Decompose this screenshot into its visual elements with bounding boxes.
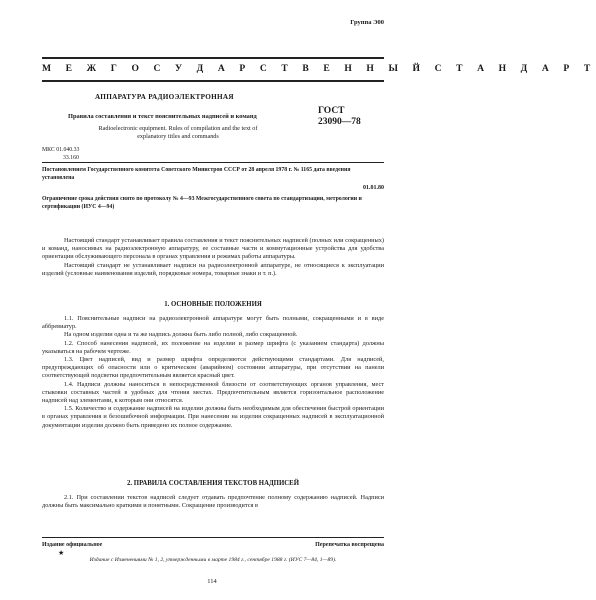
mks-code: МКС 01.040.33	[42, 147, 80, 153]
paragraph: 1.3. Цвет надписей, вид и размер шрифта определяются действующими стандартами. Для надписей, предупреждающих об опасности или о критическом (аварийном) состоянии аппаратуры, при отсутствии на панели соответствующей подсветки предпочтительным является красный цвет.	[42, 356, 384, 380]
introduction-date: 01.01.80	[363, 185, 384, 191]
star-icon: ★	[58, 549, 65, 557]
limitation-note: Ограничение срока действия снято по протоколу № 4—93 Межгосударственного совета по стандартизации, метрологии и сертификации (ИУС 4—94)	[42, 196, 362, 210]
paragraph: 1.4. Надписи должны наноситься в непосредственной близости от соответствующих органов управления, мест стыковки составных частей в удобных для чтения местах. Предпочтительным является горизонтальное расположение надписей над элементами, к которым они относятся.	[42, 380, 384, 405]
paragraph: 1.5. Количество и содержание надписей на изделии должны быть необходимым для обеспечения быстрой ориентации в органах управления и безошибочной информации. При нанесении на изделия сокращенных надписей в эксплуатационной документации изделия должно быть приведено их полное содержание.	[42, 405, 384, 429]
intro-paragraph: Настоящий стандарт не устанавливает надписи на радиоэлектронной аппаратуре, не относящиеся к эксплуатации изделий (условные наименования изделий, порядковые номера, товарные знаки и т. п.).	[42, 261, 384, 277]
section-2-title: 2. ПРАВИЛА СОСТАВЛЕНИЯ ТЕКСТОВ НАДПИСЕЙ	[127, 480, 299, 487]
document-subtitle: Правила составления и текст пояснительных надписей и команд	[68, 113, 257, 120]
standard-rule-bottom	[42, 80, 384, 82]
decree-text: Постановлением Государственного комитета Советского Министров СССР от 28 апреля 1978 г. № 1165 дата введения установлена	[42, 167, 351, 181]
page-number: 114	[207, 578, 217, 585]
paragraph: На одном изделии одна и та же надпись должна быть либо полной, либо сокращенной.	[64, 331, 298, 339]
document-title: АППАРАТУРА РАДИОЭЛЕКТРОННАЯ	[95, 93, 234, 101]
footer-rule	[42, 537, 384, 538]
intro-paragraph: Настоящий стандарт устанавливает правила составления и текст пояснительных надписей (полных или сокращенных) и команд, наносимых на радиоэлектронную аппаратуру, ее составные части и коммутационные устройства для удобства ориентации обслуживающего персонала в органах управления и режимах работы аппаратуры.	[42, 237, 384, 261]
top-rule	[42, 57, 384, 59]
mks-code-2: 33.160	[63, 155, 79, 161]
gost-number: 23090—78	[318, 117, 361, 127]
official-edition-label: Издание официальное	[42, 542, 103, 548]
gost-designation	[318, 106, 361, 128]
document-title-english: Radioelectronic equipment. Rules of compilation and the text of explanatory titles and commands	[98, 125, 258, 140]
standard-heading: М Е Ж Г О С У Д А Р С Т В Е Н Н Ы Й С Т А Н Д А Р Т	[42, 63, 596, 74]
meta-rule	[42, 162, 384, 163]
gost-label: ГОСТ	[318, 106, 345, 116]
group-code: Группа Э00	[350, 19, 384, 26]
reprint-notice: Перепечатка воспрещена	[315, 542, 384, 548]
amendments-note: Издание с Изменениями № 1, 2, утвержденными в марте 1984 г., сентябре 1988 г. (ИУС 7—84, 1—89).	[89, 557, 337, 563]
paragraph: 2.1. При составлении текстов надписей следует отдавать предпочтение полному содержанию надписей. Надписи должны быть максимально краткими и понятными. Сокращение производится в	[42, 494, 384, 510]
paragraph: 1.1. Пояснительные надписи на радиоэлектронной аппаратуре могут быть полными, сокращенными и в виде аббревиатур.	[42, 315, 384, 331]
intro-text	[42, 237, 384, 278]
section-1-body	[42, 315, 384, 430]
section-1-title: 1. ОСНОВНЫЕ ПОЛОЖЕНИЯ	[164, 301, 262, 308]
mks-codes	[42, 146, 79, 162]
paragraph: 1.2. Способ нанесения надписей, их положение на изделии и размер шрифта (с указанием стандарта) должны указываться на рабочем чертеже.	[42, 339, 384, 355]
section-2-body	[42, 494, 384, 510]
